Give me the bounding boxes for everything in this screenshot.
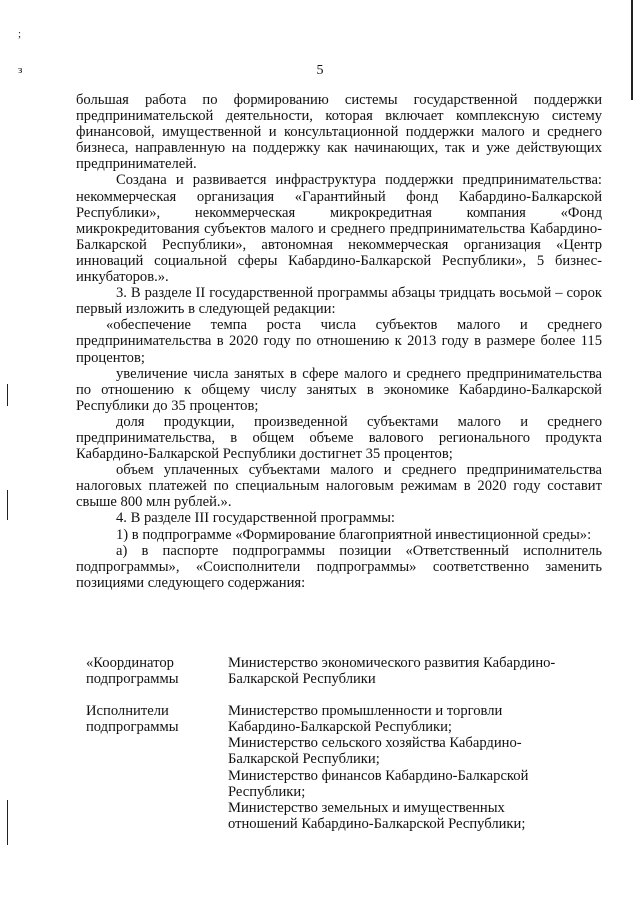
document-body — [76, 92, 602, 591]
row-value-line: Министерство экономического развития Кабардино- — [228, 655, 556, 671]
paragraph: «обеспечение темпа роста числа субъектов малого и среднего предпринимательства в 2020 году по отношению к 2013 году в размере более 115 процентов; — [76, 317, 602, 366]
paragraph: а) в паспорте подпрограммы позиции «Ответственный исполнитель подпрограммы», «Соисполнители подпрограммы» соответственно заменить позициями следующего содержания: — [76, 542, 602, 591]
paragraph: 4. В разделе III государственной программы: — [116, 510, 395, 527]
row-value-line: Балкарской Республики — [228, 671, 376, 688]
paragraph: большая работа по формированию системы государственной поддержки предпринимательской деятельности, которая включает комплексную систему финансовой, имущественной и консультационной поддержки малого и среднего бизнеса, направленную на поддержку как начинающих, так и уже действующих предпринимателей. — [76, 92, 602, 173]
row-label-line: «Координатор — [86, 655, 174, 671]
row-value-line: Министерство финансов Кабардино-Балкарской — [228, 767, 529, 784]
row-label — [86, 655, 228, 687]
subprogram-passport-table — [86, 655, 586, 832]
row-value-line: Кабардино-Балкарской Республики; — [228, 719, 452, 736]
row-value-line: Министерство сельского хозяйства Кабардино- — [228, 735, 522, 752]
row-value-line: Министерство промышленности и торговли — [228, 703, 503, 720]
paragraph: 1) в подпрограмме «Формирование благоприятной инвестиционной среды»: — [116, 526, 592, 543]
row-label — [86, 703, 228, 832]
row-value — [228, 703, 586, 832]
margin-mark-top: ; — [18, 28, 22, 40]
edge-line-left-2 — [7, 490, 8, 520]
row-value — [228, 655, 586, 687]
row-value-line: отношений Кабардино-Балкарской Республики; — [228, 815, 526, 832]
paragraph: Создана и развивается инфраструктура поддержки предпринимательства: некоммерческая организация «Гарантийный фонд Кабардино-Балкарской Республики», некоммерческая микрокредитная компания «Фонд микрокредитования субъектов малого и среднего предпринимательства Кабардино-Балкарской Республики», автономная некоммерческая организация «Центр инноваций социальной сферы Кабардино-Балкарской Республики», 5 бизнес-инкубаторов.». — [76, 172, 602, 286]
row-value-line: Министерство земельных и имущественных — [228, 799, 505, 816]
paragraph: 3. В разделе II государственной программы абзацы тридцать восьмой – сорок первый изложить в следующей редакции: — [76, 285, 602, 318]
row-value-line: Республики; — [228, 783, 306, 800]
row-label-line: подпрограммы — [86, 671, 179, 688]
margin-mark-second: з — [18, 64, 23, 76]
row-label-line: подпрограммы — [86, 719, 179, 736]
page-number: 5 — [316, 63, 324, 78]
row-value-line: Балкарской Республики; — [228, 751, 380, 768]
table-row — [86, 703, 586, 832]
edge-line-left-1 — [7, 384, 8, 406]
edge-line-left-3 — [7, 800, 8, 845]
edge-line-right — [631, 0, 633, 100]
row-label-line: Исполнители — [86, 703, 169, 720]
paragraph: увеличение числа занятых в сфере малого и среднего предпринимательства по отношению к общему числу занятых в экономике Кабардино-Балкарской Республики до 35 процентов; — [76, 365, 602, 414]
paragraph: объем уплаченных субъектами малого и среднего предпринимательства налоговых платежей по специальным налоговым режимам в 2020 году составит свыше 800 млн рублей.». — [76, 462, 602, 511]
paragraph: доля продукции, произведенной субъектами малого и среднего предпринимательства, в общем объеме валового регионального продукта Кабардино-Балкарской Республики достигнет 35 процентов; — [76, 413, 602, 463]
table-row — [86, 655, 586, 687]
